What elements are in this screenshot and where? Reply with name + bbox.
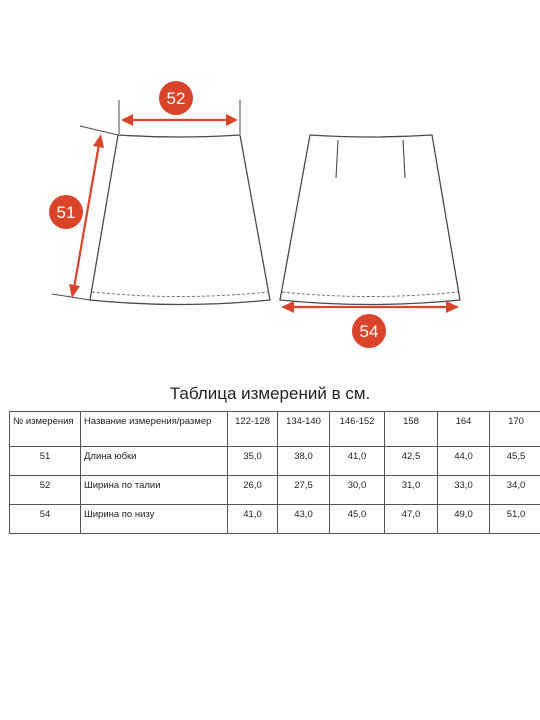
skirt-front	[90, 135, 270, 305]
row-name-cell: Ширина по низу	[81, 505, 228, 534]
table-title: Таблица измерений в см.	[169, 384, 371, 403]
value-cell: 41,0	[330, 447, 385, 476]
value-cell: 26,0	[228, 476, 278, 505]
value-cell: 31,0	[385, 476, 438, 505]
header-cell: 158	[385, 412, 438, 447]
badge-52	[159, 81, 193, 115]
value-cell: 30,0	[330, 476, 385, 505]
measurement-table	[9, 411, 540, 534]
header-cell: 122-128	[228, 412, 278, 447]
value-cell: 41,0	[228, 505, 278, 534]
value-cell: 51,0	[490, 505, 540, 534]
badge-52-label: 52	[166, 89, 186, 108]
row-id-cell: 51	[10, 447, 81, 476]
value-cell: 45,5	[490, 447, 540, 476]
row-name-cell: Ширина по талии	[81, 476, 228, 505]
value-cell: 35,0	[228, 447, 278, 476]
header-cell: № измерения	[10, 412, 81, 447]
badge-54-label: 54	[359, 322, 379, 341]
value-cell: 45,0	[330, 505, 385, 534]
value-cell: 38,0	[278, 447, 330, 476]
row-id-cell: 54	[10, 505, 81, 534]
value-cell: 34,0	[490, 476, 540, 505]
value-cell: 42,5	[385, 447, 438, 476]
value-cell: 47,0	[385, 505, 438, 534]
header-cell: 170	[490, 412, 540, 447]
value-cell: 27,5	[278, 476, 330, 505]
table-row	[10, 505, 540, 534]
table-header-row	[10, 412, 540, 447]
badge-51	[49, 195, 83, 229]
table-row	[10, 476, 540, 505]
value-cell: 43,0	[278, 505, 330, 534]
value-cell: 49,0	[438, 505, 490, 534]
header-cell: 164	[438, 412, 490, 447]
badge-54	[352, 314, 386, 348]
row-id-cell: 52	[10, 476, 81, 505]
skirt-back	[280, 135, 460, 305]
value-cell: 33,0	[438, 476, 490, 505]
table-row	[10, 447, 540, 476]
badge-51-label: 51	[56, 203, 76, 222]
header-cell: 134-140	[278, 412, 330, 447]
header-cell: Название измерения/размер	[81, 412, 228, 447]
header-cell: 146-152	[330, 412, 385, 447]
value-cell: 44,0	[438, 447, 490, 476]
row-name-cell: Длина юбки	[81, 447, 228, 476]
